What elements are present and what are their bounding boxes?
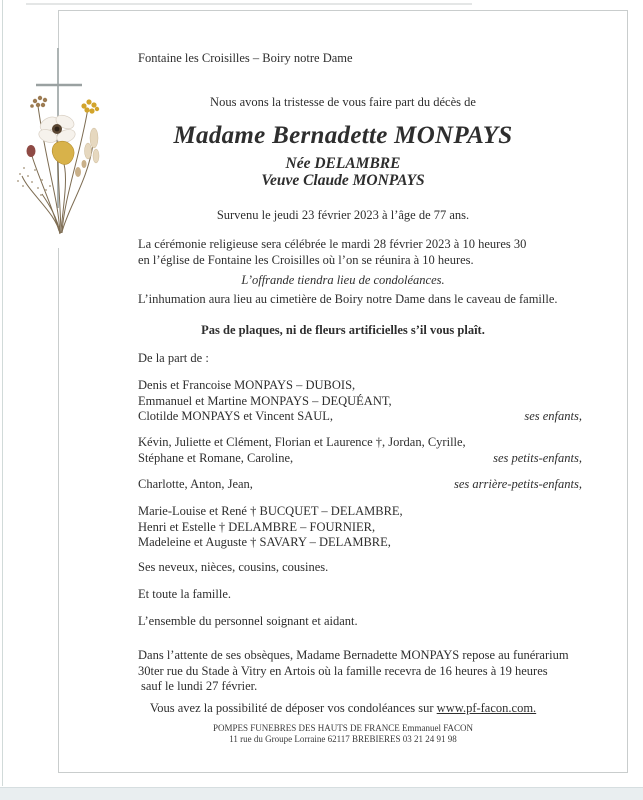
funeral-home-address-line: 11 rue du Groupe Lorraine 62117 BREBIERES 03 21 24 91 98 [229,734,457,744]
card-border-frame [58,10,628,773]
family-line: Emmanuel et Martine MONPAYS – DEQUÉANT, [138,393,392,408]
condolences-text: Vous avez la possibilité de déposer vos condoléances sur [149,701,437,715]
family-line: Henri et Estelle † DELAMBRE – FOURNIER, [138,519,376,534]
funerarium-line-3: sauf le lundi 27 février. [141,679,258,693]
family-line: Charlotte, Anton, Jean, [138,477,253,491]
offering-line: L’offrande tiendra lieu de condoléances. [241,273,445,287]
scan-artifact-top [26,3,472,5]
from-line: De la part de : [138,351,209,365]
ceremony-line-1: La cérémonie religieuse sera célébrée le mardi 28 février 2023 à 10 heures 30 [138,237,527,251]
family-group-siblings [138,504,582,551]
widow-line: Veuve Claude MONPAYS [261,172,425,189]
relatives-line: Ses neveux, nièces, cousins, cousines. [138,560,329,574]
maiden-name-line: Née DELAMBRE [285,155,401,172]
relation-label: ses arrière-petits-enfants, [454,477,582,491]
deceased-name: Madame Bernadette MONPAYS [173,122,513,149]
whole-family-line: Et toute la famille. [138,587,232,601]
relation-label: ses enfants, [524,409,582,423]
family-line: Denis et Francoise MONPAYS – DUBOIS, [138,378,356,392]
location-line: Fontaine les Croisilles – Boiry notre Dame [138,51,353,65]
family-line-with-label [138,409,582,425]
family-group-great-grandchildren [138,477,582,493]
funeral-home-name-line: POMPES FUNEBRES DES HAUTS DE FRANCE Emmanuel FACON [212,723,474,733]
family-line: Kévin, Juliette et Clément, Florian et Laurence †, Jordan, Cyrille, [138,435,466,449]
condolences-line [59,701,627,717]
scan-artifact-left-edge [2,0,3,786]
memorial-illustration [8,48,113,248]
family-line-with-label [138,477,582,493]
flower-bouquet-icon [17,96,99,234]
family-line-with-label [138,451,582,467]
family-line: Marie-Louise et René † BUCQUET – DELAMBRE, [138,504,403,518]
no-flowers-line: Pas de plaques, ni de fleurs artificielles s’il vous plaît. [201,323,485,337]
funerarium-line-1: Dans l’attente de ses obsèques, Madame Bernadette MONPAYS repose au funérarium [138,648,569,662]
condolences-website-link[interactable]: www.pf-facon.com. [436,701,537,715]
death-date-line: Survenu le jeudi 23 février 2023 à l’âge de 77 ans. [216,208,470,222]
family-group-grandchildren [138,435,582,466]
family-line: Clotilde MONPAYS et Vincent SAUL, [138,409,333,423]
intro-line: Nous avons la tristesse de vous faire part du décès de [210,95,476,109]
family-group-children [138,378,582,425]
funerarium-line-2: 30ter rue du Stade à Vitry en Artois où la famille recevra de 16 heures à 19 heures [138,663,548,678]
scan-artifact-bottom [0,787,643,800]
family-line: Stéphane et Romane, Caroline, [138,450,294,465]
family-line: Madeleine et Auguste † SAVARY – DELAMBRE, [138,535,391,549]
relation-label: ses petits-enfants, [493,450,582,465]
burial-line: L’inhumation aura lieu au cimetière de Boiry notre Dame dans le caveau de famille. [138,292,558,306]
ceremony-line-2: en l’église de Fontaine les Croisilles où l’on se réunira à 10 heures. [138,252,474,267]
staff-line: L’ensemble du personnel soignant et aidant. [138,614,358,628]
